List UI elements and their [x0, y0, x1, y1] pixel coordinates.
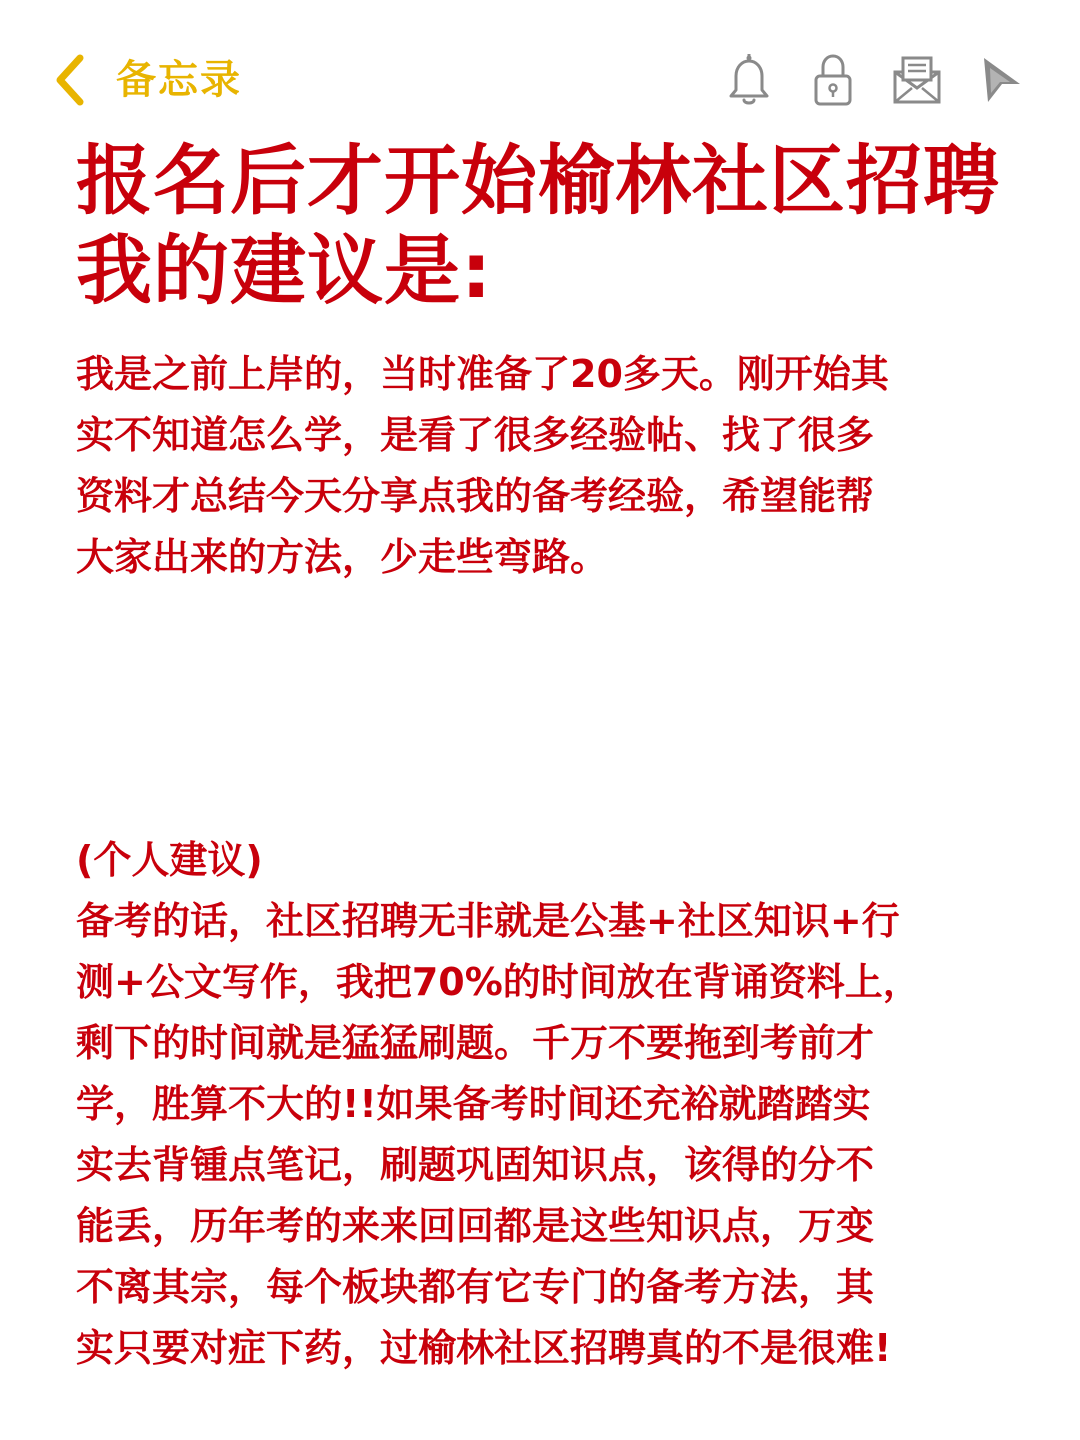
- advice-paragraph: [76, 830, 996, 1379]
- notes-toolbar: [0, 0, 1080, 130]
- text-line: 剩下的时间就是猛猛刷题。千万不要拖到考前才: [76, 1021, 875, 1065]
- text-line: 实不知道怎么学，是看了很多经验帖、找了很多: [76, 413, 875, 457]
- intro-paragraph: [76, 344, 996, 588]
- text-line: 资料才总结今天分享点我的备考经验，希望能帮: [76, 474, 875, 518]
- bell-icon[interactable]: [722, 50, 776, 110]
- cursor-arrow-icon[interactable]: [974, 50, 1028, 110]
- back-label: 备忘录: [116, 57, 242, 103]
- text-line: 不离其宗，每个板块都有它专门的备考方法，其: [76, 1265, 875, 1309]
- title-line: 我的建议是:: [76, 226, 493, 315]
- text-line: 大家出来的方法，少走些弯路。: [76, 535, 609, 579]
- toolbar-icons: [692, 50, 1028, 110]
- back-button[interactable]: [50, 52, 242, 108]
- text-line: 学，胜算不大的!!如果备考时间还充裕就踏踏实: [76, 1082, 871, 1126]
- lock-icon[interactable]: [806, 50, 860, 110]
- note-title: [76, 136, 1026, 316]
- text-line: 测+公文写作，我把70%的时间放在背诵资料上，: [76, 960, 921, 1004]
- text-line: 能丢，历年考的来来回回都是这些知识点，万变: [76, 1204, 875, 1248]
- text-line: 实去背锺点笔记，刷题巩固知识点，该得的分不: [76, 1143, 875, 1187]
- back-chevron-icon: [50, 52, 90, 108]
- advice-heading: (个人建议): [76, 838, 263, 882]
- text-line: 我是之前上岸的，当时准备了20多天。刚开始其: [76, 352, 889, 396]
- title-line: 报名后才开始榆林社区招聘: [76, 136, 1000, 225]
- text-line: 备考的话，社区招聘无非就是公基+社区知识+行: [76, 899, 900, 943]
- mail-icon[interactable]: [890, 50, 944, 110]
- text-line: 实只要对症下药，过榆林社区招聘真的不是很难!: [76, 1326, 892, 1370]
